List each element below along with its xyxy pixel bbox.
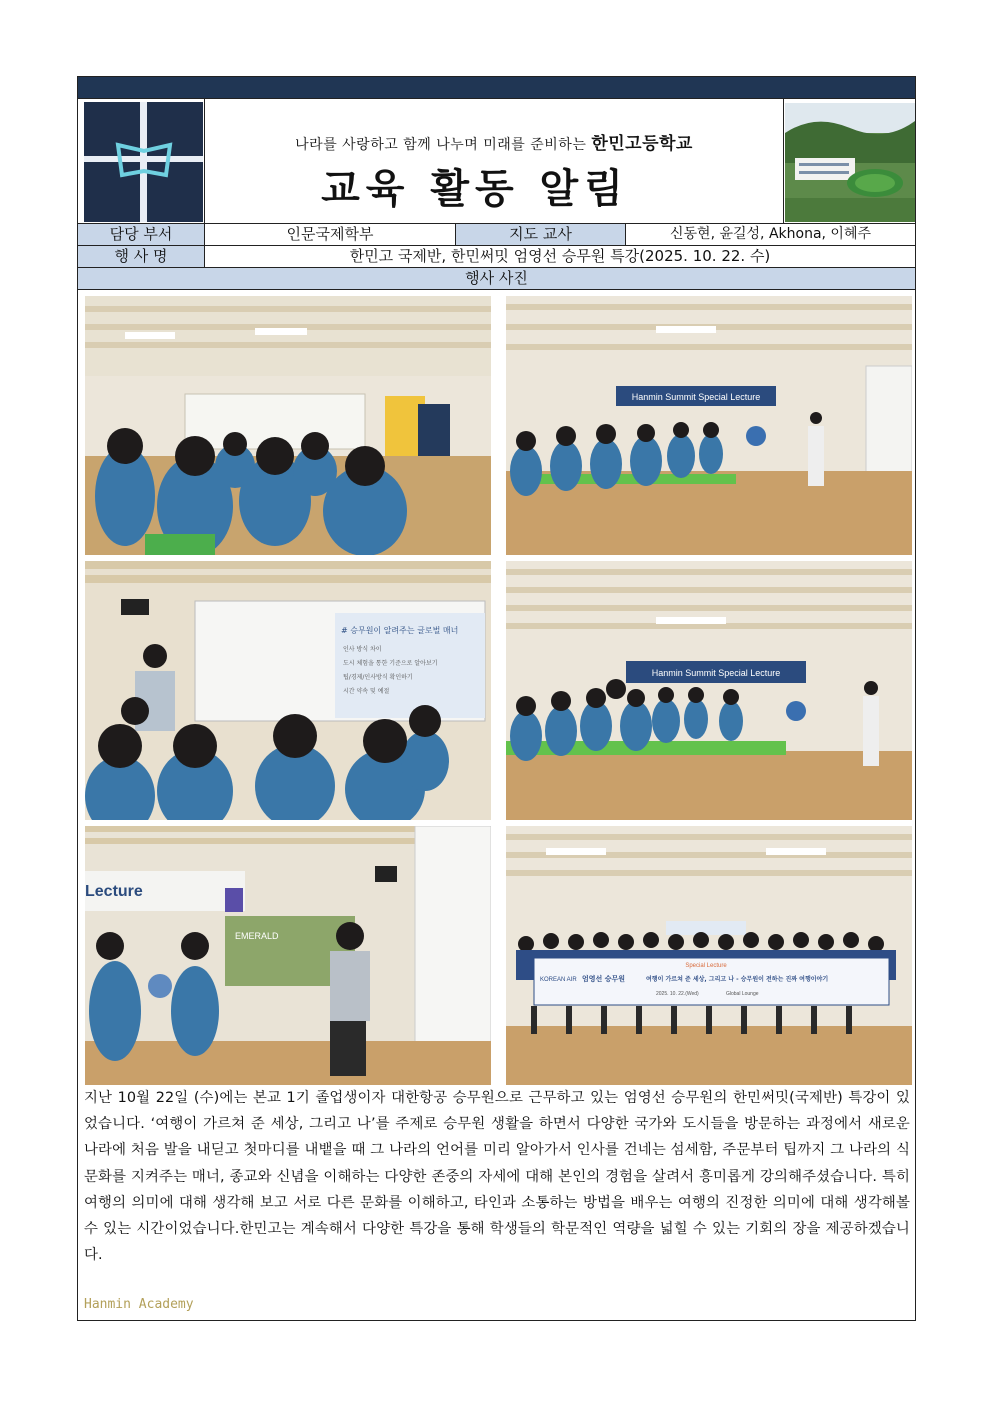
teacher-label: 지도 교사: [456, 224, 626, 245]
photo4-banner: Hanmin Summit Special Lecture: [651, 668, 781, 678]
department-label: 담당 부서: [78, 224, 205, 245]
photo5-banner: Lecture: [85, 883, 143, 900]
info-row-department: [78, 224, 915, 246]
event-photo-1: [85, 296, 491, 555]
teacher-value: 신동현, 윤길성, Akhona, 이혜주: [670, 226, 871, 242]
info-row-event: [78, 246, 915, 268]
school-name: 한민고등학교: [591, 134, 693, 154]
notice-frame: [77, 76, 916, 1321]
school-logo: [84, 102, 203, 222]
photo6-banner-date: 2025. 10. 22.(Wed): [656, 991, 699, 997]
top-bar: [78, 77, 915, 98]
event-value: 한민고 국제반, 한민써밋 엄영선 승무원 특강(2025. 10. 22. 수): [349, 247, 771, 265]
event-label: 행 사 명: [78, 246, 205, 267]
photo6-banner-name: 엄영선 승무원: [582, 975, 626, 983]
event-photo-6: [506, 826, 912, 1085]
event-description: 지난 10월 22일 (수)에는 본교 1기 졸업생이자 대한항공 승무원으로 근무하고 있는 엄영선 승무원의 한민써밋(국제반) 특강이 있었습니다. ‘여행이 가르쳐 준 세상, 그리고 나’를 주제로 승무원 생활을 하면서 다양한 국가와 도시들을 방문하는 과정에서 새로운 나라에 처음 발을 내딛고 첫마디를 내뱉을 때 그 나라의 언어를 미리 알아가서 인사를 건네는 섬세함, 주문부터 팁까지 그 나라의 식문화를 지켜주는 매너, 종교와 신념을 이해하는 다양한 존중의 자세에 대해 본인의 경험을 살려서 흥미롭게 강의해주셨습니다. 특히 여행의 의미에 대해 생각해 보고 서로 다른 문화를 이해하고, 타인과 소통하는 방법을 배우는 여행의 진정한 의미에 대해 생각해볼 수 있는 시간이었습니다.한민고는 계속해서 다양한 특강을 통해 학생들의 학문적인 역량을 넓힐 수 있는 기회의 장을 제공하겠습니다.: [84, 1090, 910, 1264]
photo3-slide-line-1: 인사 방식 차이: [343, 646, 382, 653]
page-title: 교육 활동 알림: [321, 166, 629, 212]
event-photo-2: [506, 296, 912, 555]
footer-brand: Hanmin Academy: [84, 1297, 194, 1312]
photo6-banner-text: 여행이 가르쳐 준 세상, 그리고 나 - 승무원이 전하는 진짜 여행이야기: [646, 976, 829, 983]
photo3-slide-line-3: 팁/경제/인사방식 확인하기: [343, 674, 413, 681]
event-photo-3: [85, 561, 491, 820]
header: [78, 98, 915, 224]
department-value: 인문국제학부: [205, 224, 456, 245]
school-slogan: 나라를 사랑하고 함께 나누며 미래를 준비하는 한민고등학교: [295, 134, 693, 154]
photo6-banner-airline: KOREAN AIR: [540, 977, 577, 983]
photo-grid: [84, 296, 911, 1086]
photo6-banner-top: Special Lecture: [685, 963, 727, 969]
photo3-slide-line-2: 도시 체험을 통한 기준으로 알아보기: [343, 660, 438, 667]
photo3-slide-title: # 승무원이 알려주는 글로벌 매너: [341, 626, 459, 635]
photos-label: 행사 사진: [78, 268, 915, 289]
event-photo-4: [506, 561, 912, 820]
photo5-sign: EMERALD: [235, 931, 279, 941]
photo6-banner-venue: Global Lounge: [726, 991, 759, 997]
info-row-photos: [78, 268, 915, 290]
photo2-banner: Hanmin Summit Special Lecture: [631, 392, 761, 402]
campus-photo: [785, 103, 915, 222]
photo3-slide-line-4: 시간 약속 및 예절: [343, 688, 390, 695]
event-photo-5: [85, 826, 491, 1085]
